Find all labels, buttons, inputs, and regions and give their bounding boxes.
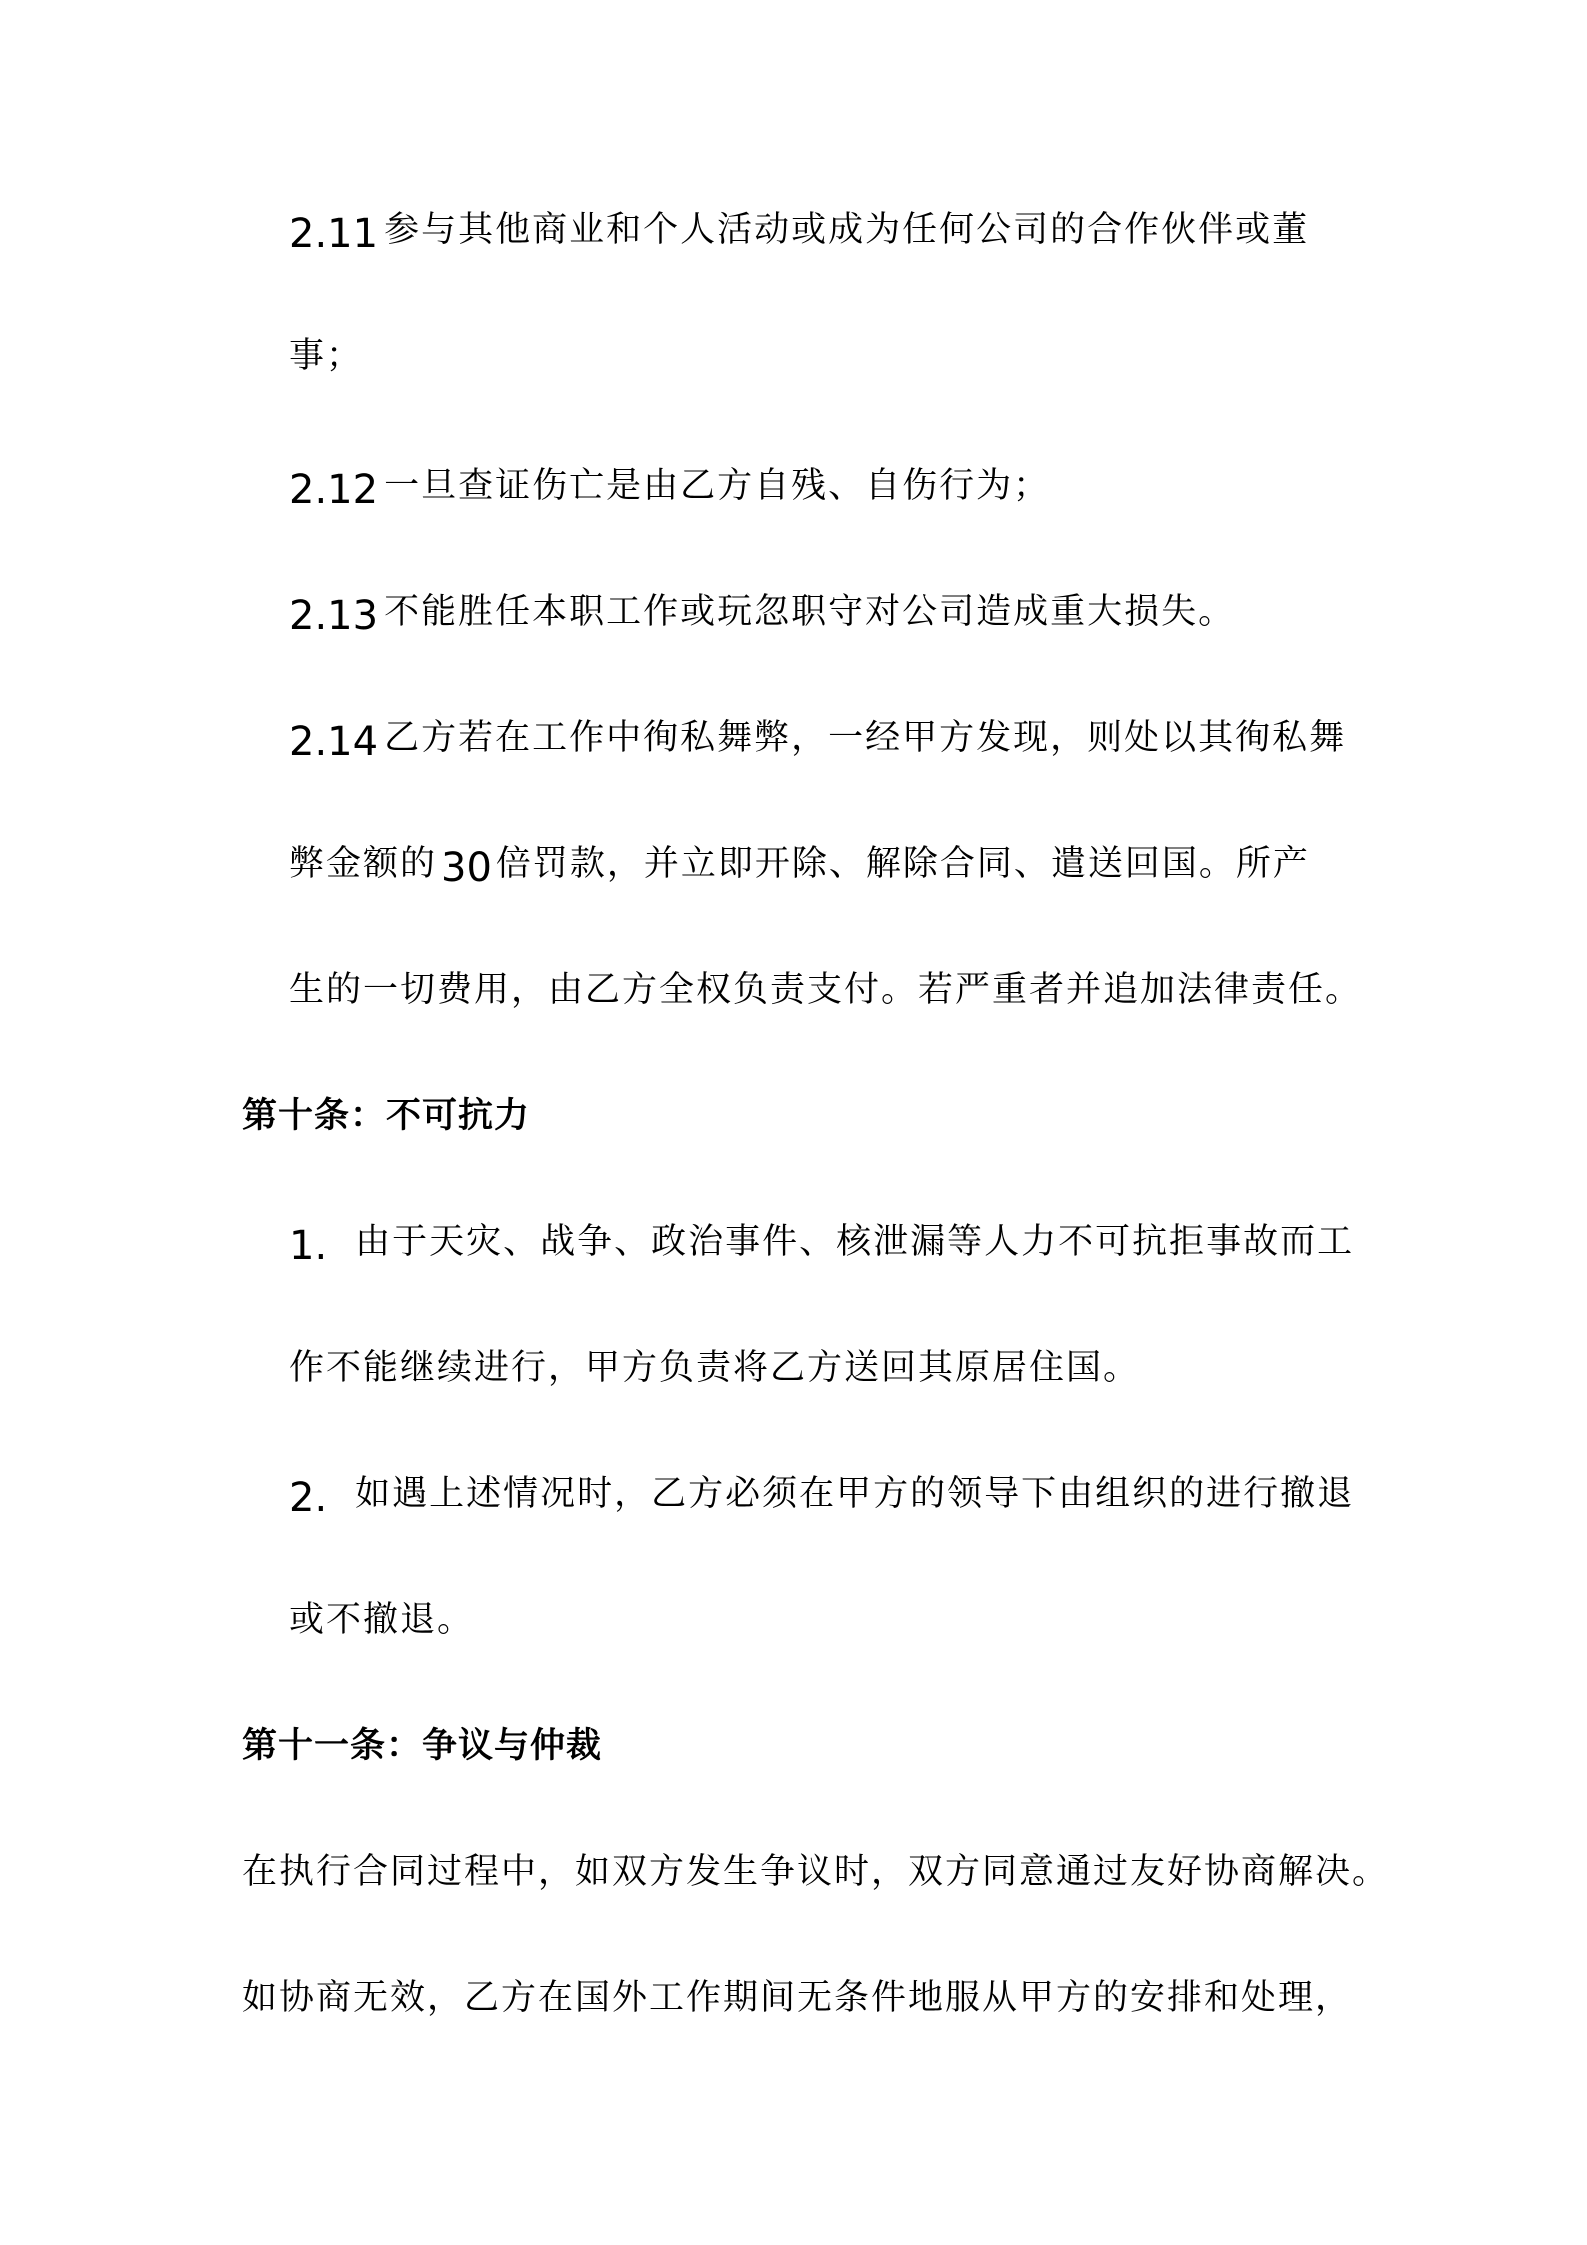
clause-text: 倍罚款，并立即开除、解除合同、遣送回国。所产 — [495, 844, 1310, 884]
item-text: 由于天灾、战争、政治事件、核泄漏等人力不可抗拒事故而工 — [355, 1222, 1355, 1262]
clause-text: 一旦查证伤亡是由乙方自残、自伤行为； — [384, 466, 1051, 506]
article-11-heading: 第十一条：争议与仲裁 — [242, 1725, 603, 1766]
article-10-item-2-line-2 — [289, 1598, 474, 1642]
clause-2-14-line-2 — [289, 842, 1310, 890]
clause-2-11-line-1 — [289, 208, 1309, 256]
clause-text: 不能胜任本职工作或玩忽职守对公司造成重大损失。 — [384, 592, 1236, 632]
clause-text: 生的一切费用，由乙方全权负责支付。若严重者并追加法律责任。 — [289, 970, 1363, 1010]
article-10-item-1-line-2 — [289, 1346, 1140, 1390]
item-text: 或不撤退。 — [289, 1600, 475, 1640]
clause-2-12-line-1 — [289, 464, 1050, 512]
article-11-paragraph-line-2: 如协商无效，乙方在国外工作期间无条件地服从甲方的安排和处理， — [242, 1978, 1353, 2018]
article-10-item-1-line-1 — [289, 1220, 1354, 1268]
item-text: 如遇上述情况时，乙方必须在甲方的领导下由组织的进行撤退 — [355, 1474, 1355, 1514]
item-text: 作不能继续进行，甲方负责将乙方送回其原居住国。 — [289, 1348, 1141, 1388]
clause-2-14-line-1 — [289, 716, 1346, 764]
clause-text: 乙方若在工作中徇私舞弊，一经甲方发现，则处以其徇私舞 — [384, 718, 1347, 758]
clause-text: 参与其他商业和个人活动或成为任何公司的合作伙伴或董 — [384, 210, 1310, 250]
item-number: 2. — [289, 1475, 328, 1521]
fine-multiplier: 30 — [441, 845, 492, 891]
clause-number: 2.14 — [289, 719, 379, 765]
clause-number: 2.11 — [289, 211, 379, 257]
clause-2-14-line-3 — [289, 968, 1362, 1012]
clause-number: 2.12 — [289, 467, 379, 513]
clause-2-13-line-1 — [289, 590, 1235, 638]
clause-text: 弊金额的 — [289, 844, 438, 884]
article-10-item-2-line-1 — [289, 1472, 1354, 1520]
article-11-paragraph-line-1: 在执行合同过程中，如双方发生争议时，双方同意通过友好协商解决。 — [242, 1852, 1390, 1892]
clause-2-11-line-2 — [289, 334, 363, 378]
item-number: 1. — [289, 1223, 328, 1269]
article-10-heading: 第十条：不可抗力 — [242, 1095, 531, 1136]
clause-number: 2.13 — [289, 593, 379, 639]
clause-text: 事； — [289, 336, 364, 376]
